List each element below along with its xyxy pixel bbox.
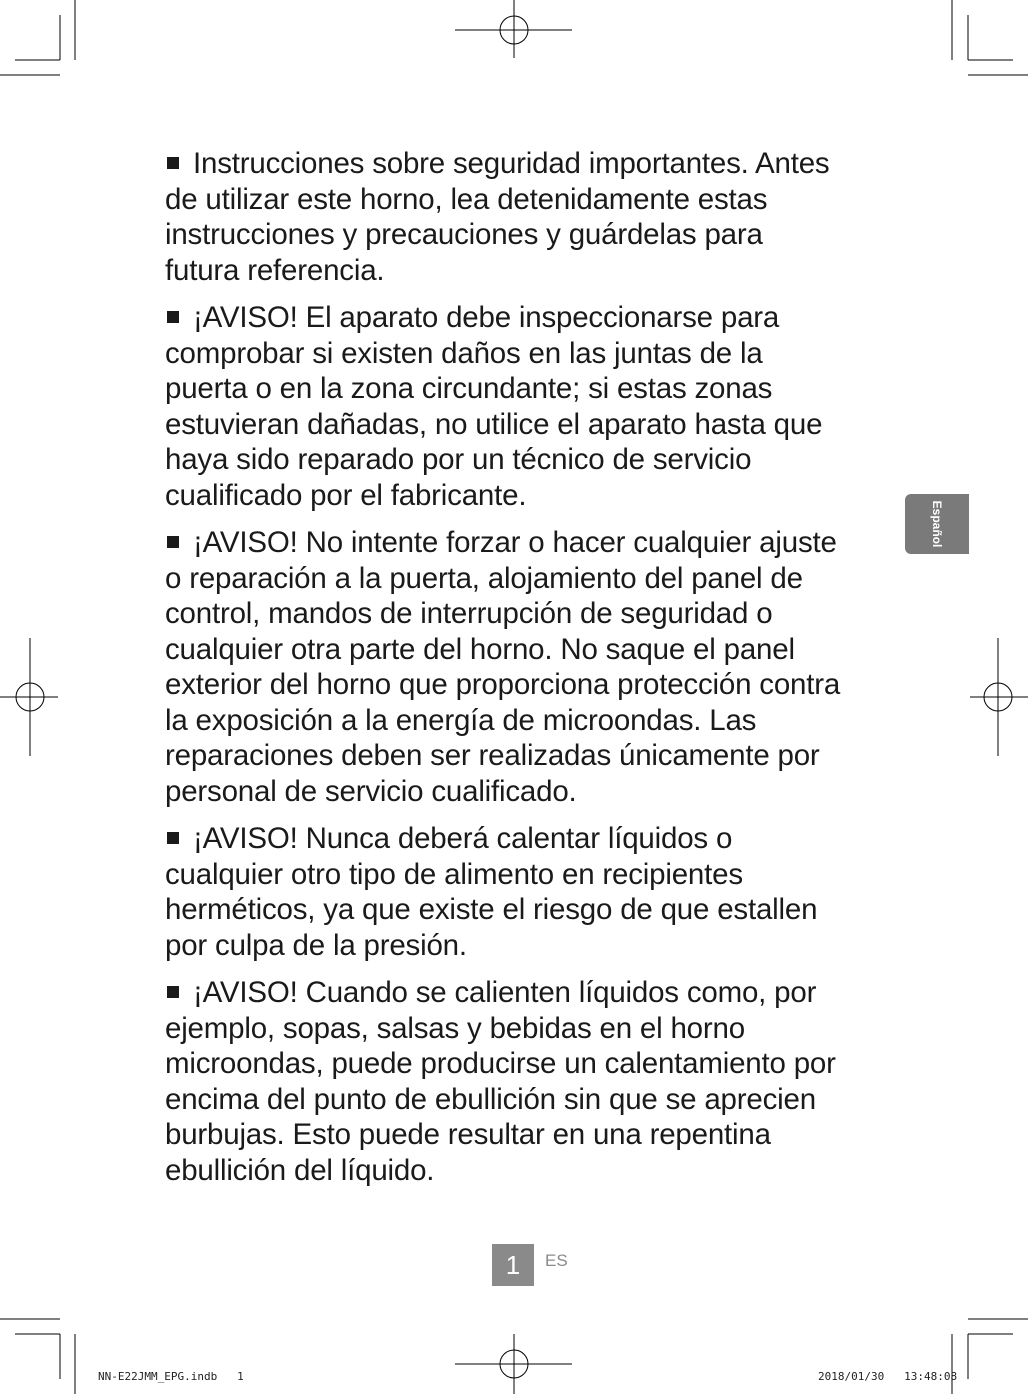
- text-line: haya sido reparado por un técnico de servicio: [165, 443, 752, 476]
- text-line: control, mandos de interrupción de seguridad o: [165, 597, 773, 630]
- footer-datetime: 2018/01/30 13:48:08: [818, 1370, 958, 1383]
- square-bullet-icon: [167, 536, 179, 548]
- text-line: ¡AVISO! El aparato debe inspeccionarse para: [193, 301, 780, 334]
- paragraph-repair-warning: [165, 525, 870, 809]
- text-line: cualquier otro tipo de alimento en recipientes: [165, 857, 743, 891]
- text-line: estuvieran dañadas, no utilice el aparato hasta que: [165, 407, 823, 441]
- text-line: personal de servicio cualificado.: [165, 774, 577, 808]
- language-code: ES: [545, 1251, 568, 1270]
- text-line: burbujas. Esto puede resultar en una repentina: [165, 1118, 771, 1151]
- text-line: ebullición del líquido.: [165, 1153, 435, 1187]
- paragraph-inspect-warning: [165, 300, 870, 513]
- text-line: futura referencia.: [165, 253, 385, 287]
- text-line: microondas, puede producirse un calentamiento por: [165, 1047, 836, 1080]
- square-bullet-icon: [167, 832, 179, 844]
- text-line: herméticos, ya que existe el riesgo de que estallen: [165, 893, 818, 926]
- text-line: cualquier otra parte del horno. No saque el panel: [165, 632, 795, 666]
- text-line: exterior del horno que proporciona protección contra: [165, 668, 841, 701]
- text-line: cualificado por el fabricante.: [165, 478, 527, 512]
- page-number: 1: [492, 1244, 534, 1286]
- language-side-tab-label: Español: [930, 500, 944, 548]
- paragraph-important-safety: [165, 146, 870, 288]
- text-line: ejemplo, sopas, salsas y bebidas en el horno: [165, 1011, 745, 1045]
- text-line: reparaciones deben ser realizadas únicamente por: [165, 739, 820, 772]
- paragraph-sealed-container-warning: [165, 821, 870, 963]
- text-line: encima del punto de ebullición sin que se aprecien: [165, 1082, 816, 1116]
- square-bullet-icon: [167, 311, 179, 323]
- text-line: puerta o en la zona circundante; si estas zonas: [165, 372, 773, 405]
- paragraph-boiling-warning: [165, 975, 870, 1188]
- text-line: la exposición a la energía de microondas. Las: [165, 703, 757, 737]
- text-line: comprobar si existen daños en las juntas de la: [165, 336, 763, 370]
- square-bullet-icon: [167, 986, 179, 998]
- text-line: de utilizar este horno, lea detenidamente estas: [165, 182, 768, 216]
- text-line: ¡AVISO! No intente forzar o hacer cualquier ajuste: [193, 526, 837, 559]
- square-bullet-icon: [167, 157, 179, 169]
- text-line: ¡AVISO! Cuando se calienten líquidos como, por: [193, 976, 817, 1009]
- language-side-tab: [905, 494, 969, 554]
- text-line: por culpa de la presión.: [165, 928, 467, 962]
- safety-instructions: [165, 146, 870, 1200]
- text-line: instrucciones y precauciones y guárdelas para: [165, 218, 763, 251]
- footer-file-name: NN-E22JMM_EPG.indb 1: [98, 1370, 244, 1383]
- text-line: ¡AVISO! Nunca deberá calentar líquidos o: [193, 822, 733, 855]
- text-line: Instrucciones sobre seguridad importantes. Antes: [193, 147, 830, 180]
- text-line: o reparación a la puerta, alojamiento del panel de: [165, 561, 803, 595]
